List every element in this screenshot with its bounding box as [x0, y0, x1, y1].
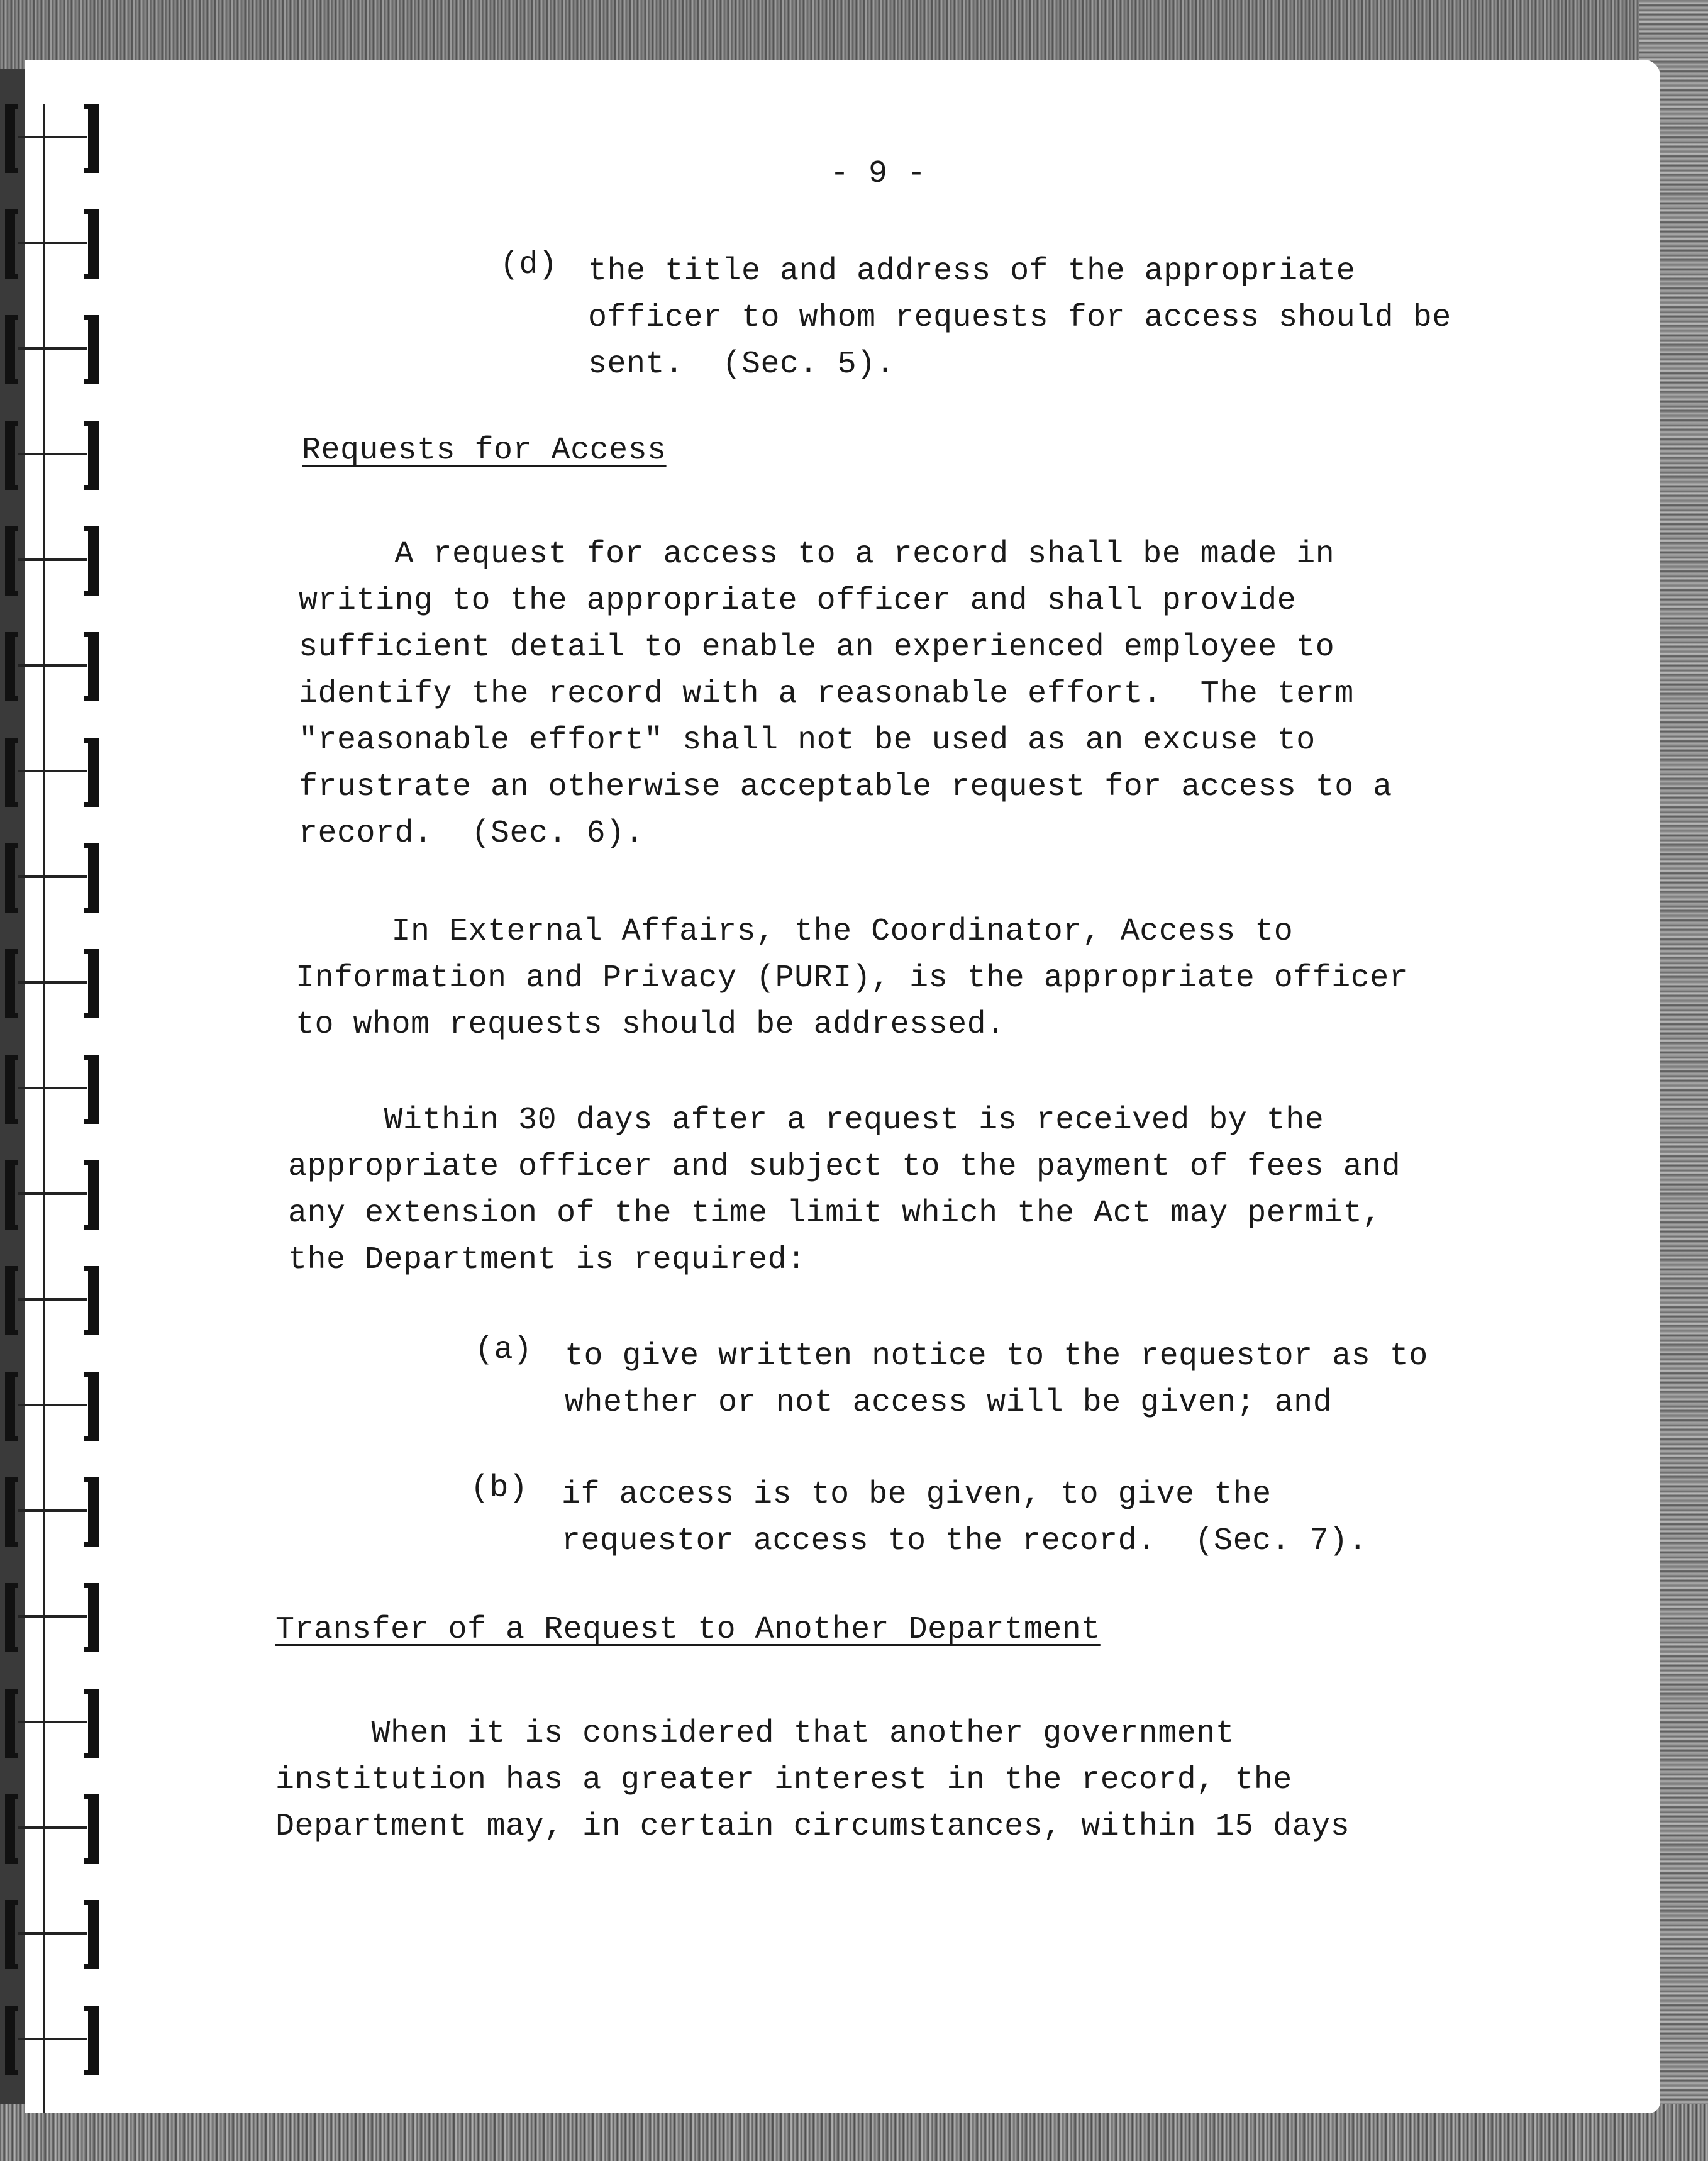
- para2-line-2: Information and Privacy (PURI), is the appropriate officer: [296, 960, 1409, 996]
- item-b-line-1: if access is to be given, to give the: [562, 1477, 1272, 1513]
- binding-ring: [5, 315, 99, 384]
- para1-line-3: sufficient detail to enable an experienced employee to: [299, 630, 1335, 665]
- section-heading-requests-for-access: Requests for Access: [302, 433, 667, 469]
- binding-ring: [5, 1477, 99, 1547]
- binding-ring: [5, 1055, 99, 1124]
- binding-ring: [5, 1583, 99, 1652]
- item-a-line-2: whether or not access will be given; and: [565, 1385, 1333, 1421]
- para3-line-3: any extension of the time limit which the Act may permit,: [288, 1196, 1382, 1231]
- para1-line-4: identify the record with a reasonable effort. The term: [299, 676, 1354, 712]
- item-b-line-2: requestor access to the record. (Sec. 7).: [562, 1523, 1368, 1559]
- binding-ring: [5, 104, 99, 173]
- para1-line-7: record. (Sec. 6).: [299, 816, 645, 852]
- binding-ring: [5, 632, 99, 701]
- binding-ring: [5, 526, 99, 596]
- para1-line-1: A request for access to a record shall be made in: [299, 536, 1335, 572]
- para3-line-4: the Department is required:: [288, 1242, 806, 1278]
- binding-ring: [5, 421, 99, 490]
- section-heading-transfer-of-request: Transfer of a Request to Another Department: [275, 1612, 1101, 1648]
- para2-line-3: to whom requests should be addressed.: [296, 1007, 1006, 1043]
- item-b-marker: (b): [470, 1470, 528, 1506]
- item-a-marker: (a): [475, 1332, 533, 1368]
- spiral-binding: [0, 60, 113, 2113]
- item-d-line-2: officer to whom requests for access should be: [588, 300, 1451, 336]
- item-d-line-1: the title and address of the appropriate: [588, 253, 1356, 289]
- para1-line-5: "reasonable effort" shall not be used as an excuse to: [299, 723, 1316, 758]
- page-number: - 9 -: [830, 156, 926, 192]
- section2-para1-line-3: Department may, in certain circumstances, within 15 days: [275, 1809, 1350, 1845]
- binding-ring: [5, 1266, 99, 1335]
- para3-line-2: appropriate officer and subject to the payment of fees and: [288, 1149, 1401, 1185]
- para1-line-6: frustrate an otherwise acceptable request for access to a: [299, 769, 1392, 805]
- item-d-line-3: sent. (Sec. 5).: [588, 347, 896, 382]
- binding-ring: [5, 1160, 99, 1230]
- item-a-line-1: to give written notice to the requestor as to: [565, 1338, 1428, 1374]
- binding-ring: [5, 949, 99, 1018]
- binding-ring: [5, 2006, 99, 2075]
- binding-ring: [5, 738, 99, 807]
- binding-ring: [5, 1794, 99, 1864]
- binding-ring: [5, 843, 99, 913]
- binding-ring: [5, 1689, 99, 1758]
- section2-para1-line-1: When it is considered that another government: [275, 1716, 1235, 1752]
- section2-para1-line-2: institution has a greater interest in the record, the: [275, 1762, 1292, 1798]
- para3-line-1: Within 30 days after a request is received by the: [288, 1103, 1324, 1138]
- binding-ring: [5, 1900, 99, 1969]
- binding-ring: [5, 1372, 99, 1441]
- binding-ring: [5, 209, 99, 279]
- item-d-marker: (d): [500, 247, 558, 283]
- scan-edge-top: [0, 0, 1708, 69]
- para1-line-2: writing to the appropriate officer and shall provide: [299, 583, 1297, 619]
- para2-line-1: In External Affairs, the Coordinator, Access to: [296, 914, 1294, 950]
